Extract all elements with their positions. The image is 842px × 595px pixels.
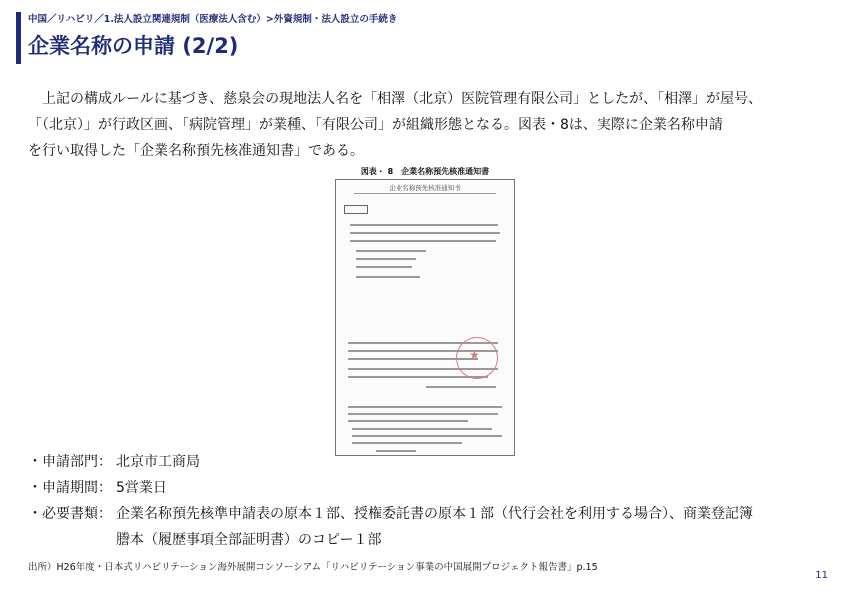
document-text-line: [352, 428, 492, 430]
document-divider: [354, 193, 496, 194]
info-label: ・申請部門：: [28, 454, 112, 470]
page-number: 11: [815, 570, 828, 581]
info-row-documents-continued: 謄本（履歴事項全部証明書）のコピー１部: [116, 532, 382, 548]
document-text-line: [352, 435, 502, 437]
application-info-list: [28, 449, 753, 553]
scanned-document-image: [335, 179, 515, 456]
body-line: を行い取得した「企業名称預先核准通知書」である。: [28, 143, 364, 159]
document-text-line: [350, 224, 498, 226]
info-value: 5営業日: [116, 480, 167, 496]
body-line: 上記の構成ルールに基づき、慈泉会の現地法人名を「相澤（北京）医院管理有限公司」としたが、「相澤」が屋号、: [42, 91, 763, 107]
document-text-line: [356, 250, 426, 252]
document-text-line: [350, 232, 500, 234]
document-heading: 企业名称预先核准通知书: [389, 184, 461, 192]
figure-notice-document: [335, 166, 515, 454]
info-value: 企業名称預先核準申請表の原本１部、授権委託書の原本１部（代行会社を利用する場合）、商業登記簿: [116, 506, 753, 522]
info-label: ・必要書類：: [28, 506, 112, 522]
document-text-line: [426, 386, 496, 388]
body-line: 「（北京）」が行政区画、「病院管理」が業種、「有限公司」が組織形態となる。図表・8は、実際に企業名称申請: [28, 117, 723, 133]
document-text-line: [356, 266, 412, 268]
title-accent-bar: [16, 12, 21, 64]
info-row-department: [28, 449, 753, 475]
breadcrumb: 中国／リハビリ／1.法人設立関連規制（医療法人含む）>外資規制・法人設立の手続き: [28, 14, 398, 25]
document-text-line: [352, 442, 462, 444]
info-label: ・申請期間：: [28, 480, 112, 496]
info-row-documents: [28, 501, 753, 527]
document-text-line: [356, 258, 416, 260]
page-title: 企業名称の申請 (2/2): [28, 34, 239, 58]
info-value: 北京市工商局: [116, 454, 200, 470]
figure-caption: 図表・ 8 企業名称預先核准通知書: [360, 167, 490, 176]
source-citation: 出所）H26年度・日本式リハビリテーション海外展開コンソーシアム「リハビリテーション事業の中国展開プロジェクト報告書」p.15: [28, 562, 598, 573]
document-text-line: [348, 406, 502, 408]
info-row-period: [28, 475, 753, 501]
body-paragraph: [28, 86, 828, 164]
document-text-line: [356, 276, 420, 278]
document-number-box: [344, 205, 368, 214]
document-text-line: [348, 420, 468, 422]
seal-star-icon: ★: [469, 348, 480, 362]
document-text-line: [350, 240, 496, 242]
document-text-line: [348, 413, 498, 415]
